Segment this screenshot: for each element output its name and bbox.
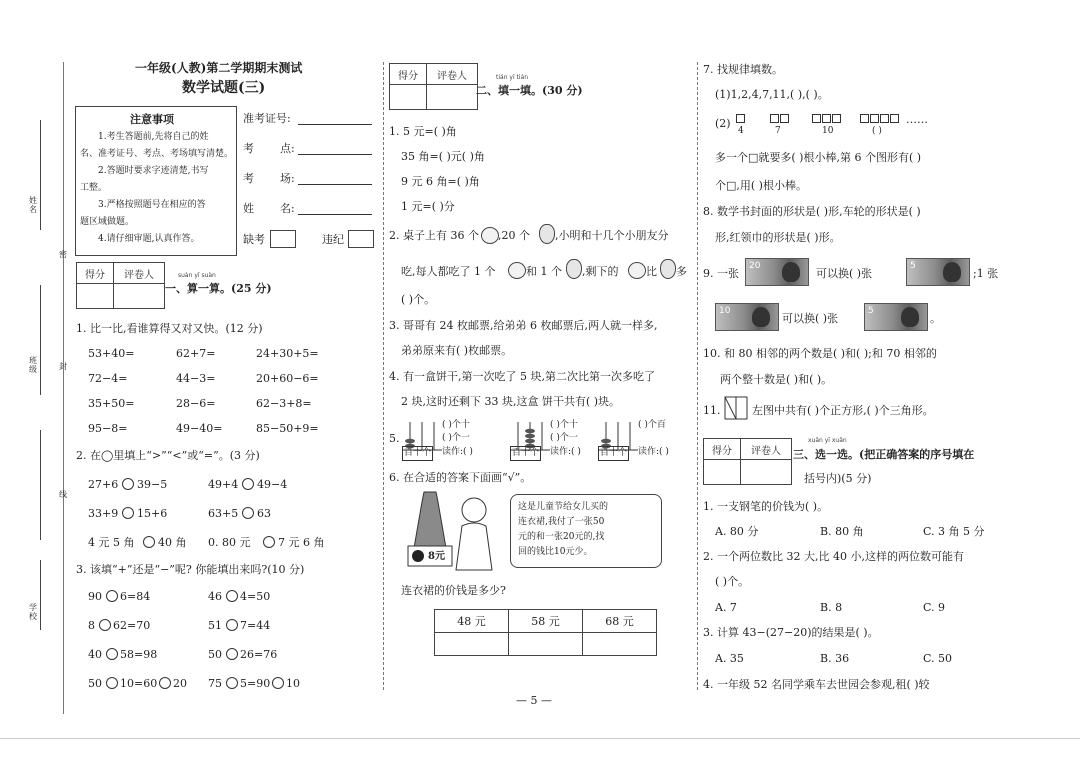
r-q11-num: 11. (703, 404, 721, 417)
r-q8-b: 形,红领巾的形状是( )形。 (715, 231, 841, 244)
portrait-icon (901, 307, 919, 327)
column-divider-1 (383, 62, 384, 690)
r-q9-a3: ;1 张 (973, 267, 999, 280)
sign-term: 7=44 (240, 619, 271, 632)
absent-label: 缺考 (243, 233, 265, 246)
s2-q4-line1: 4. 有一盒饼干,第一次吃了 5 块,第二次比第一次多吃了 (389, 370, 655, 383)
sign-circle[interactable] (106, 648, 118, 660)
portrait-icon (752, 307, 770, 327)
pear-icon (566, 259, 582, 279)
pattern-num-2: 7 (775, 126, 781, 136)
s2-q2-text-h: 多 (676, 265, 687, 278)
grader-header: 评卷人 (114, 263, 165, 284)
compare-circle[interactable] (122, 507, 134, 519)
name-underline (40, 120, 41, 230)
compare-right: 7 元 6 角 (278, 536, 325, 549)
speech-line-2: 连衣裙,我付了一张50 (518, 517, 605, 527)
page-number: — 5 — (516, 694, 552, 707)
calc-expression: 44−3= (176, 372, 216, 385)
s3-q3-opt-c: C. 50 (923, 652, 953, 665)
section1-title: 一、算一算。(25 分) (165, 282, 272, 295)
notice-item-7: 4.请仔细审题,认真作答。 (98, 234, 200, 244)
sign-term: 90 (88, 590, 102, 603)
s3-q2-opt-b: B. 8 (820, 601, 843, 614)
note-value: 5 (910, 261, 916, 271)
notice-item-2: 名、准考证号、考点、考场填写清楚。 (80, 149, 234, 159)
section3-title-2: 括号内)(5 分) (804, 472, 872, 485)
violation-label: 违纪 (322, 233, 344, 246)
s3-q1: 1. 一支钢笔的价钱为( )。 (703, 500, 829, 513)
speech-line-4: 回的钱比10元少。 (518, 547, 593, 557)
s2-q3-line1: 3. 哥哥有 24 枚邮票,给弟弟 6 枚邮票后,两人就一样多, (389, 319, 658, 332)
calc-expression: 24+30+5= (256, 347, 319, 360)
banknote-10-icon (715, 303, 779, 331)
s3-q4: 4. 一年级 52 名同学乘车去世园会参观,租( )较 (703, 678, 930, 691)
notice-item-1: 1.考生答题前,先将自己的姓 (98, 132, 209, 142)
binding-class-label: 班级 (29, 356, 37, 374)
price-tag-icon (412, 550, 424, 562)
s3-q3-opt-a: A. 35 (715, 652, 744, 665)
compare-circle[interactable] (122, 478, 134, 490)
pear-icon (660, 259, 676, 279)
pattern-num-3: 10 (822, 126, 834, 136)
dress-icon (414, 492, 446, 548)
room-label-a: 考 (243, 172, 254, 185)
check-cell-68[interactable] (583, 633, 657, 656)
sign-circle[interactable] (226, 590, 238, 602)
stick-square-icon (736, 114, 745, 123)
r-q9-a1: 9. 一张 (703, 267, 739, 280)
sign-term: 62=70 (113, 619, 151, 632)
exam-title: 数学试题(三) (182, 80, 266, 96)
section3-title: 三、选一选。(把正确答案的序号填在 (793, 448, 975, 461)
calc-expression: 53+40= (88, 347, 135, 360)
abacus-read: 读作:( ) (442, 447, 473, 457)
apple-icon (508, 262, 526, 279)
calc-expression: 35+50= (88, 397, 135, 410)
r-q7-title: 7. 找规律填数。 (703, 63, 783, 76)
section3-pinyin: xuǎn yī xuǎn (808, 437, 847, 444)
calc-expression: 62+7= (176, 347, 216, 360)
dress-illustration (402, 486, 520, 572)
class-underline (40, 285, 41, 395)
calc-expression: 95−8= (88, 422, 128, 435)
s2-q2-text-a: 2. 桌子上有 36 个 (389, 229, 479, 242)
sign-circle[interactable] (106, 590, 118, 602)
absent-box[interactable] (270, 230, 296, 248)
s3-q1-opt-c: C. 3 角 5 分 (923, 525, 985, 538)
sign-term: 4=50 (240, 590, 271, 603)
sign-circle[interactable] (226, 677, 238, 689)
calc-expression: 49−40= (176, 422, 223, 435)
compare-circle[interactable] (242, 478, 254, 490)
r-q9-b1: 可以换( )张 (782, 312, 839, 325)
section2-title: 二、填一填。(30 分) (476, 84, 583, 97)
sign-term: 58=98 (120, 648, 158, 661)
binding-line (63, 62, 64, 714)
point-field[interactable] (298, 154, 372, 155)
column-divider-2 (697, 62, 698, 690)
s2-q2-text-c: ,小明和十几个小朋友分 (555, 229, 669, 242)
place-label: 百十个 (598, 446, 629, 461)
sign-term: 51 (208, 619, 222, 632)
compare-circle[interactable] (263, 536, 275, 548)
section2-pinyin: tián yī tián (496, 74, 529, 81)
violation-box[interactable] (348, 230, 374, 248)
section1-pinyin: suàn yī suàn (178, 272, 216, 279)
compare-left: 27+6 (88, 478, 119, 491)
s2-q2-text-d: 吃,每人都吃了 1 个 (401, 265, 496, 278)
calc-expression: 72−4= (88, 372, 128, 385)
dress-price: 8元 (428, 551, 445, 562)
grader-cell[interactable] (741, 460, 792, 485)
ticket-label: 准考证号: (243, 112, 291, 125)
woman-body-icon (456, 523, 492, 570)
sign-circle[interactable] (226, 648, 238, 660)
abacus-count: ( )个十 (550, 420, 578, 430)
note-value: 20 (749, 261, 761, 271)
sign-term: 50 (208, 648, 222, 661)
s3-q2-opt-a: A. 7 (715, 601, 737, 614)
square-triangle-figure-icon (724, 396, 748, 420)
abacus-count: ( )个百 (638, 420, 666, 430)
name-field[interactable] (298, 214, 372, 215)
sign-term: 10 (286, 677, 300, 690)
s2-q1-line4: 1 元=( )分 (401, 200, 455, 213)
stick-square-icon (770, 114, 779, 123)
banknote-5-icon (906, 258, 970, 286)
apple-icon (628, 262, 646, 279)
compare-circle[interactable] (143, 536, 155, 548)
stick-square-icon (832, 114, 841, 123)
sign-term: 40 (88, 648, 102, 661)
s2-q5-num: 5. (389, 432, 400, 445)
notice-item-3: 2.答题时要求字迹清楚,书写 (98, 166, 209, 176)
name-label-b: 名: (280, 202, 295, 215)
place-label: 百十个 (510, 446, 541, 461)
s3-q1-opt-a: A. 80 分 (715, 525, 759, 538)
s2-q1-line3: 9 元 6 角=( )角 (401, 175, 480, 188)
name-label-a: 姓 (243, 202, 254, 215)
point-label-a: 考 (243, 142, 254, 155)
s3-q3: 3. 计算 43−(27−20)的结果是( )。 (703, 626, 879, 639)
compare-left: 4 元 5 角 (88, 536, 135, 549)
score-cell[interactable] (77, 284, 114, 309)
compare-right: 49−4 (257, 478, 288, 491)
r-q7-4: 个□,用( )根小棒。 (715, 179, 807, 192)
abacus-count: ( )个一 (550, 433, 578, 443)
stick-square-icon (880, 114, 889, 123)
score-cell[interactable] (390, 85, 427, 110)
stick-square-icon (822, 114, 831, 123)
compare-left: 33+9 (88, 507, 119, 520)
s2-q2-text-i: ( )个。 (401, 293, 436, 306)
dress-price-table (434, 609, 657, 656)
s2-q4-line2: 2 块,这时还剩下 33 块,这盒 饼干共有( )块。 (401, 395, 621, 408)
s2-q2-text-e: 和 1 个 (526, 265, 562, 278)
pattern-num-4: ( ) (872, 126, 882, 136)
apple-icon (481, 227, 499, 244)
room-label-b: 场: (280, 172, 295, 185)
sign-circle[interactable] (159, 677, 171, 689)
s2-q1-line2: 35 角=( )元( )角 (401, 150, 485, 163)
score-header: 得分 (704, 439, 741, 460)
s2-q3-line2: 弟弟原来有( )枚邮票。 (401, 344, 513, 357)
sign-circle[interactable] (226, 619, 238, 631)
sign-term: 50 (88, 677, 102, 690)
speech-line-3: 元的和一张20元的,找 (518, 532, 605, 542)
stick-square-icon (870, 114, 879, 123)
s3-q1-opt-b: B. 80 角 (820, 525, 864, 538)
binding-xian: 线 (59, 490, 67, 499)
s2-q6-question: 连衣裙的价钱是多少? (401, 584, 506, 597)
notice-item-5: 3.严格按照题号在相应的答 (98, 200, 206, 210)
abacus-count: ( )个十 (442, 420, 470, 430)
sign-term: 10=60 (120, 677, 158, 690)
portrait-icon (782, 262, 800, 282)
speech-line-1: 这是儿童节给女儿买的 (518, 502, 609, 512)
s2-q2-text-f: ,剩下的 (582, 265, 619, 278)
note-value: 10 (719, 306, 731, 316)
pear-icon (539, 224, 555, 244)
sign-term: 8 (88, 619, 95, 632)
calc-expression: 62−3+8= (256, 397, 312, 410)
banknote-20-icon (745, 258, 809, 286)
exam-subtitle: 一年级(人教)第二学期期末测试 (135, 61, 303, 75)
ticket-field[interactable] (298, 124, 372, 125)
school-underline-2 (40, 560, 41, 630)
abacus-read: 读作:( ) (550, 447, 581, 457)
compare-right: 15+6 (137, 507, 168, 520)
s2-q2-text-b: ,20 个 (498, 229, 530, 242)
sign-term: 75 (208, 677, 222, 690)
score-box-section2 (389, 63, 478, 110)
notice-item-6: 题区域做题。 (80, 217, 135, 227)
compare-circle[interactable] (242, 507, 254, 519)
stick-square-icon (812, 114, 821, 123)
s1-q2-title: 2. 在◯里填上“>”“<”或“=”。(3 分) (76, 449, 260, 462)
grader-cell[interactable] (114, 284, 165, 309)
r-q9-a2: 可以换( )张 (816, 267, 873, 280)
pattern-ellipsis: …… (906, 113, 928, 126)
score-header: 得分 (390, 64, 427, 85)
point-label-b: 点: (280, 142, 295, 155)
check-cell-58[interactable] (509, 633, 583, 656)
compare-right: 63 (257, 507, 271, 520)
woman-head-icon (462, 498, 486, 522)
grader-header: 评卷人 (427, 64, 478, 85)
abacus-read: 读作:( ) (638, 447, 669, 457)
s1-q1-title: 1. 比一比,看谁算得又对又快。(12 分) (76, 322, 263, 335)
r-q11-text: 左图中共有( )个正方形,( )个三角形。 (752, 404, 934, 417)
grader-cell[interactable] (427, 85, 478, 110)
calc-expression: 85−50+9= (256, 422, 319, 435)
stick-square-icon (780, 114, 789, 123)
notice-item-4: 工整。 (80, 183, 108, 193)
s3-q2-a: 2. 一个两位数比 32 大,比 40 小,这样的两位数可能有 (703, 550, 964, 563)
s1-q3-title: 3. 该填“+”还是“−”呢? 你能填出来吗?(10 分) (76, 563, 305, 576)
compare-right: 39−5 (137, 478, 168, 491)
calc-expression: 28−6= (176, 397, 216, 410)
page-bottom-border (0, 738, 1080, 739)
sign-term: 20 (173, 677, 187, 690)
s2-q2-text-g: 比 (646, 265, 657, 278)
score-cell[interactable] (704, 460, 741, 485)
calc-expression: 20+60−6= (256, 372, 319, 385)
binding-school-label: 学校 (29, 603, 37, 621)
compare-left: 0. 80 元 (208, 536, 251, 549)
portrait-icon (943, 262, 961, 282)
stick-square-icon (860, 114, 869, 123)
grader-header: 评卷人 (741, 439, 792, 460)
option-58: 58 元 (509, 610, 583, 633)
r-q9-b2: 。 (930, 312, 941, 325)
r-q10-b: 两个整十数是( )和( )。 (720, 373, 833, 386)
banknote-5-icon (864, 303, 928, 331)
r-q7-3: 多一个□就要多( )根小棒,第 6 个图形有( ) (715, 151, 922, 164)
pattern-num-1: 4 (738, 126, 744, 136)
sign-circle[interactable] (106, 677, 118, 689)
place-label: 百十个 (402, 446, 433, 461)
room-field[interactable] (298, 184, 372, 185)
school-underline (40, 430, 41, 540)
r-q8-a: 8. 数学书封面的形状是( )形,车轮的形状是( ) (703, 205, 921, 218)
abacus-count: ( )个一 (442, 433, 470, 443)
option-48: 48 元 (435, 610, 509, 633)
s3-q3-opt-b: B. 36 (820, 652, 850, 665)
notice-title: 注意事项 (130, 113, 174, 126)
sign-circle[interactable] (99, 619, 111, 631)
score-header: 得分 (77, 263, 114, 284)
sign-term: 6=84 (120, 590, 151, 603)
score-box-section1 (76, 262, 165, 309)
note-value: 5 (868, 306, 874, 316)
compare-left: 63+5 (208, 507, 239, 520)
compare-right: 40 角 (158, 536, 187, 549)
s3-q2-opt-c: C. 9 (923, 601, 946, 614)
check-cell-48[interactable] (435, 633, 509, 656)
stick-square-icon (890, 114, 899, 123)
sign-term: 26=76 (240, 648, 278, 661)
sign-term: 46 (208, 590, 222, 603)
r-q10-a: 10. 和 80 相邻的两个数是( )和( );和 70 相邻的 (703, 347, 937, 360)
r-q7-1: (1)1,2,4,7,11,( ),( )。 (715, 88, 829, 101)
s2-q1-line1: 1. 5 元=( )角 (389, 125, 457, 138)
r-q7-2-prefix: (2) (715, 117, 731, 130)
option-68: 68 元 (583, 610, 657, 633)
binding-name-label: 姓名 (29, 196, 37, 214)
compare-left: 49+4 (208, 478, 239, 491)
score-box-section3 (703, 438, 792, 485)
s2-q6-title: 6. 在合适的答案下面画“√”。 (389, 471, 532, 484)
sign-circle[interactable] (272, 677, 284, 689)
binding-feng: 封 (59, 362, 67, 371)
s3-q2-b: ( )个。 (715, 575, 750, 588)
binding-mi: 密 (59, 250, 67, 259)
sign-term: 5=90 (240, 677, 271, 690)
